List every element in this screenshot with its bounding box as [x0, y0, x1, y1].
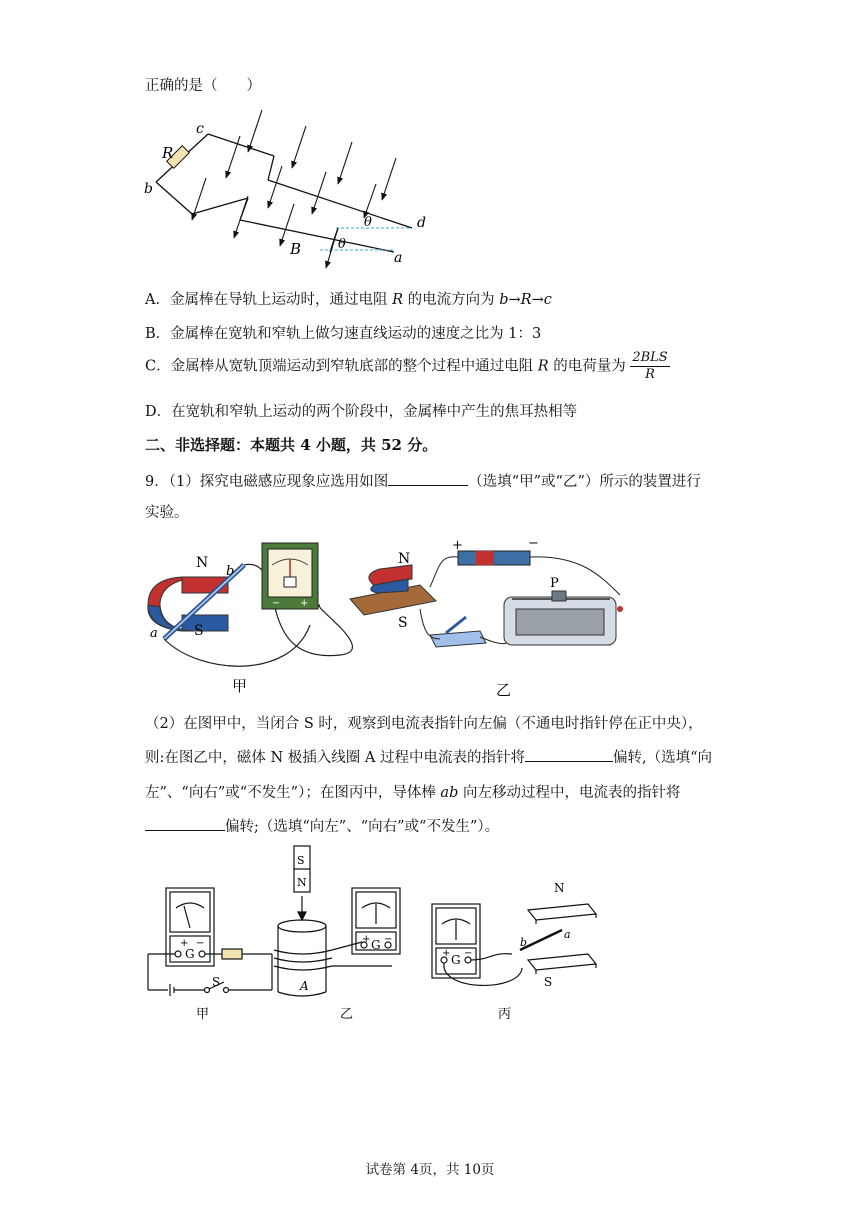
q9-part1: 9．（1）探究电磁感应现象应选用如图 （选填“甲”或“乙”）所示的装置进行 — [145, 470, 701, 491]
g-plus-2: + — [362, 934, 371, 945]
answer-blank-2[interactable] — [525, 747, 613, 762]
g-minus-3: − — [464, 948, 473, 959]
label-S: S — [194, 623, 204, 639]
g-minus-1: − — [196, 938, 205, 949]
label-magnet-S: S — [297, 854, 305, 867]
q9-part1-end: 实验。 — [145, 505, 189, 521]
q9-part2-line4: 偏转;（选填“向左”、“向右”或“不发生”）。 — [145, 815, 499, 836]
label-b: b — [144, 181, 153, 197]
page-footer: 试卷第 4页，共 10页 — [365, 1162, 495, 1178]
label-N3: N — [554, 881, 565, 895]
option-d: D．在宽轨和窄轨上运动的两个阶段中，金属棒中产生的焦耳热相等 — [145, 404, 578, 420]
label-coil-A: A — [300, 979, 309, 993]
g-label-2: G — [371, 938, 381, 952]
label-magnet-N: N — [297, 876, 307, 889]
label-N: N — [196, 555, 209, 571]
q9-part2-line2: 则:在图乙中，磁体 N 极插入线圈 A 过程中电流表的指针将 偏转,（选填“向 — [145, 746, 712, 767]
label-theta-2: θ — [338, 237, 346, 252]
label-S2: S — [398, 615, 408, 631]
rails-field-figure — [140, 100, 440, 275]
caption-jia: 甲 — [232, 677, 248, 695]
label-B: B — [290, 240, 302, 258]
label-d: d — [417, 215, 426, 231]
answer-blank-1[interactable] — [388, 471, 468, 486]
label-c: c — [196, 121, 204, 137]
option-c: C．金属棒从宽轨顶端运动到窄轨底部的整个过程中通过电阻 R 的电荷量为 $\frac{\text{2BLS}}{R}$ — [145, 350, 668, 382]
label-switch-S: S — [212, 975, 221, 989]
q9-part2-line3: 左”、“向右”或“不发生”）；在图丙中，导体棒 ab 向左移动过程中，电流表的指针将 — [145, 785, 681, 801]
answer-blank-3[interactable] — [145, 816, 225, 831]
meter-minus: − — [272, 598, 281, 609]
meter-plus: + — [300, 598, 309, 609]
caption-bing: 丙 — [498, 1007, 512, 1022]
label-N2: N — [398, 551, 411, 567]
battery-minus: − — [528, 536, 539, 551]
caption-jia-3: 甲 — [196, 1007, 210, 1022]
label-a2: a — [150, 626, 158, 641]
galvanometer-figure — [140, 842, 610, 1027]
caption-yi: 乙 — [496, 681, 512, 699]
label-S3: S — [544, 975, 553, 989]
section-title: 二、非选择题：本题共 4 小题，共 52 分。 — [145, 436, 438, 454]
charge-fraction: $\frac{\text{2BLS}}{R}$ — [632, 350, 668, 382]
label-b2: b — [226, 564, 235, 579]
intro-text: 正确的是（ ） — [145, 78, 261, 94]
label-a: a — [394, 250, 403, 266]
apparatus-figure — [140, 535, 640, 700]
g-plus-1: + — [180, 938, 189, 949]
label-R: R — [162, 144, 174, 162]
g-label-3: G — [451, 953, 461, 967]
q9-part2-line1: （2）在图甲中，当闭合 S 时，观察到电流表指针向左偏（不通电时指针停在正中央）， — [145, 716, 703, 732]
battery-plus: + — [452, 538, 463, 553]
label-a3: a — [564, 928, 571, 941]
option-a: A．金属棒在导轨上运动时，通过电阻 R 的电流方向为 b→R→c — [145, 292, 552, 308]
option-b: B．金属棒在宽轨和窄轨上做匀速直线运动的速度之比为 1：3 — [145, 326, 542, 342]
g-minus-2: − — [384, 934, 393, 945]
g-label-1: G — [185, 947, 195, 961]
label-P: P — [550, 576, 559, 591]
label-b3: b — [520, 936, 528, 949]
label-theta-1: θ — [364, 215, 372, 230]
caption-yi-3: 乙 — [340, 1007, 354, 1022]
g-plus-3: + — [442, 948, 451, 959]
